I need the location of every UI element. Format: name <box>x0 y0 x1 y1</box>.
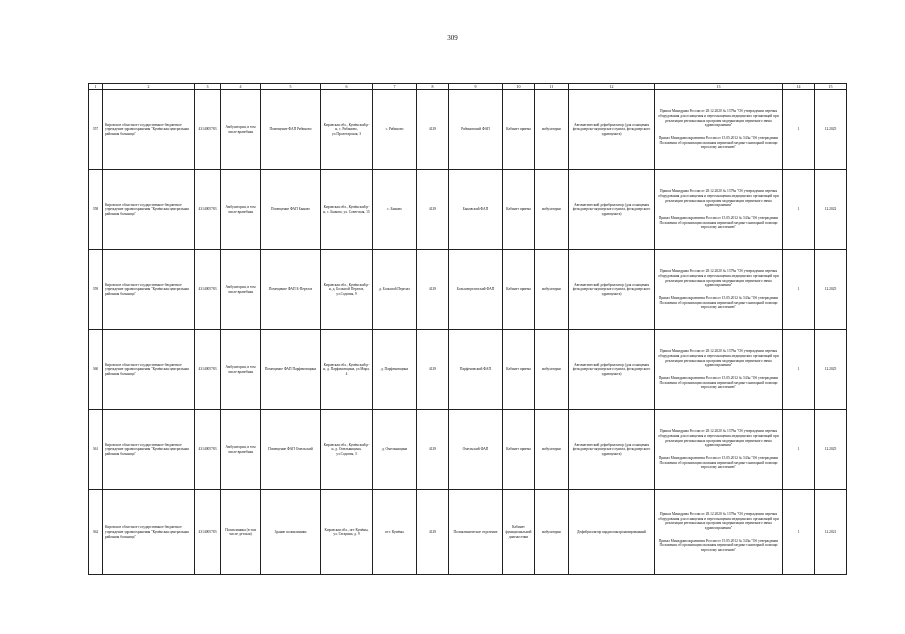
column-header: 14 <box>783 84 815 90</box>
care-form: амбулаторно <box>535 90 569 170</box>
document-order-1379n: Приказ Минздрава России от 28.12.2020 № 1379н "Об утверждении перечня оборудования для оснащения и переоснащения медицинских организаций при реализации региональных программ модернизации первичного звена здравоохранения" <box>658 429 779 448</box>
unit: Быковский ФАП <box>449 170 503 250</box>
row-number: 359 <box>89 250 103 330</box>
table-row <box>89 90 847 170</box>
document-order-1379n: Приказ Минздрава России от 28.12.2020 № 1379н "Об утверждении перечня оборудования для оснащения и переоснащения медицинских организаций при реализации региональных программ модернизации первичного звена здравоохранения" <box>658 269 779 288</box>
premise: Помещение ФАП Быково <box>261 170 321 250</box>
premise: Помещение ФАП Рябиново <box>261 90 321 170</box>
organization-name: Кировское областное государственное бюджетное учреждение здравоохранения "Кумёнская центральная районная больница" <box>103 330 195 410</box>
column-header: 10 <box>503 84 535 90</box>
unit: Омельский ФАП <box>449 410 503 490</box>
locality: с. Рябиново <box>373 90 417 170</box>
room: Кабинет приема <box>503 410 535 490</box>
quantity: 1 <box>783 330 815 410</box>
document-order-1379n: Приказ Минздрава России от 28.12.2020 № 1379н "Об утверждении перечня оборудования для оснащения и переоснащения медицинских организаций при реализации региональных программ модернизации первичного звена здравоохранения" <box>658 189 779 208</box>
table-row <box>89 170 847 250</box>
equipment: Автоматический дефибриллятор (для оснащения фельдшерско-акушерского пункта, фельдшерского здравпункта) <box>569 170 655 250</box>
column-header: 4 <box>221 84 261 90</box>
unit: Рябиновский ФАП <box>449 90 503 170</box>
due-date: 12.2021 <box>815 490 847 575</box>
room: Кабинет приема <box>503 170 535 250</box>
inn: 4314005783 <box>195 170 221 250</box>
facility-type: Поликлиника (в том числе детская) <box>221 490 261 575</box>
column-header: 12 <box>569 84 655 90</box>
document-order-543n: Приказ Минздравсоцразвития России от 15.05.2012 № 543н "Об утверждении Положения об организации оказания первичной медико-санитарной помощи взрослому населению" <box>658 456 779 470</box>
room: Кабинет функциональной диагностики <box>503 490 535 575</box>
page-number: 309 <box>447 34 458 42</box>
premise: Помещение ФАП Омельский <box>261 410 321 490</box>
room: Кабинет приема <box>503 330 535 410</box>
quantity: 1 <box>783 90 815 170</box>
code: 4129 <box>417 170 449 250</box>
column-header: 15 <box>815 84 847 90</box>
inn: 4314005783 <box>195 490 221 575</box>
unit: Большепрелазский ФАП <box>449 250 503 330</box>
code: 4129 <box>417 90 449 170</box>
address: Кировская обл., Кумёнский р-н, д. Омельянщина, ул.Садовая, 3 <box>321 410 373 490</box>
locality: пгт. Кумёны <box>373 490 417 575</box>
equipment: Автоматический дефибриллятор (для оснащения фельдшерско-акушерского пункта, фельдшерского здравпункта) <box>569 330 655 410</box>
address: Кировская обл., Кумёнский р-н, д. Большой Перелаз, ул.Садовая, 9 <box>321 250 373 330</box>
row-number: 358 <box>89 170 103 250</box>
equipment-register-table <box>88 83 847 575</box>
table-row <box>89 490 847 575</box>
column-header: 9 <box>449 84 503 90</box>
regulatory-documents <box>655 250 783 330</box>
column-header: 7 <box>373 84 417 90</box>
regulatory-documents <box>655 410 783 490</box>
care-form: амбулаторно <box>535 170 569 250</box>
equipment: Автоматический дефибриллятор (для оснащения фельдшерско-акушерского пункта, фельдшерского здравпункта) <box>569 250 655 330</box>
row-number: 360 <box>89 330 103 410</box>
equipment: Дефибриллятор кардиосинхронизированный <box>569 490 655 575</box>
column-header: 1 <box>89 84 103 90</box>
column-header: 13 <box>655 84 783 90</box>
quantity: 1 <box>783 410 815 490</box>
code: 4129 <box>417 410 449 490</box>
quantity: 1 <box>783 490 815 575</box>
address: Кировская обл., пгт Кумёны, ул. Гагарина, д. 9 <box>321 490 373 575</box>
address: Кировская обл., Кумёнский р-н, с. Быково, ул. Советская, 15 <box>321 170 373 250</box>
document-order-543n: Приказ Минздравсоцразвития России от 15.05.2012 № 543н "Об утверждении Положения об организации оказания первичной медико-санитарной помощи взрослому населению" <box>658 538 779 552</box>
inn: 4314005783 <box>195 250 221 330</box>
inn: 4314005783 <box>195 90 221 170</box>
premise: Здание поликлиники <box>261 490 321 575</box>
document-order-1379n: Приказ Минздрава России от 28.12.2020 № 1379н "Об утверждении перечня оборудования для оснащения и переоснащения медицинских организаций при реализации региональных программ модернизации первичного звена здравоохранения" <box>658 109 779 128</box>
table-row <box>89 410 847 490</box>
organization-name: Кировское областное государственное бюджетное учреждение здравоохранения "Кумёнская центральная районная больница" <box>103 490 195 575</box>
due-date: 12.2022 <box>815 170 847 250</box>
due-date: 12.2025 <box>815 330 847 410</box>
column-header: 5 <box>261 84 321 90</box>
care-form: амбулаторно <box>535 410 569 490</box>
locality: д. Большой Перелаз <box>373 250 417 330</box>
due-date: 12.2025 <box>815 90 847 170</box>
quantity: 1 <box>783 170 815 250</box>
room: Кабинет приема <box>503 250 535 330</box>
row-number: 361 <box>89 410 103 490</box>
code: 4129 <box>417 250 449 330</box>
row-number: 362 <box>89 490 103 575</box>
column-header: 11 <box>535 84 569 90</box>
column-header: 8 <box>417 84 449 90</box>
organization-name: Кировское областное государственное бюджетное учреждение здравоохранения "Кумёнская центральная районная больница" <box>103 170 195 250</box>
inn: 4314005783 <box>195 410 221 490</box>
equipment: Автоматический дефибриллятор (для оснащения фельдшерско-акушерского пункта, фельдшерского здравпункта) <box>569 90 655 170</box>
due-date: 12.2025 <box>815 250 847 330</box>
document-order-543n: Приказ Минздравсоцразвития России от 15.05.2012 № 543н "Об утверждении Положения об организации оказания первичной медико-санитарной помощи взрослому населению" <box>658 296 779 310</box>
locality: д. Омельянщина <box>373 410 417 490</box>
regulatory-documents <box>655 170 783 250</box>
document-order-543n: Приказ Минздравсоцразвития России от 15.05.2012 № 543н "Об утверждении Положения об организации оказания первичной медико-санитарной помощи взрослому населению" <box>658 136 779 150</box>
locality: с. Быково <box>373 170 417 250</box>
code: 4129 <box>417 490 449 575</box>
inn: 4314005783 <box>195 330 221 410</box>
organization-name: Кировское областное государственное бюджетное учреждение здравоохранения "Кумёнская центральная районная больница" <box>103 90 195 170</box>
care-form: амбулаторно <box>535 490 569 575</box>
code: 4129 <box>417 330 449 410</box>
organization-name: Кировское областное государственное бюджетное учреждение здравоохранения "Кумёнская центральная районная больница" <box>103 410 195 490</box>
care-form: амбулаторно <box>535 250 569 330</box>
locality: д. Парфеновщина <box>373 330 417 410</box>
care-form: амбулаторно <box>535 330 569 410</box>
regulatory-documents <box>655 490 783 575</box>
facility-type: Амбулатория, в том числе врачебная <box>221 170 261 250</box>
room: Кабинет приема <box>503 90 535 170</box>
organization-name: Кировское областное государственное бюджетное учреждение здравоохранения "Кумёнская центральная районная больница" <box>103 250 195 330</box>
column-header: 6 <box>321 84 373 90</box>
address: Кировская обл., Кумёнский р-н, д. Парфеновщина, ул.Мира, 4 <box>321 330 373 410</box>
equipment: Автоматический дефибриллятор (для оснащения фельдшерско-акушерского пункта, фельдшерского здравпункта) <box>569 410 655 490</box>
column-header: 2 <box>103 84 195 90</box>
table-row <box>89 330 847 410</box>
regulatory-documents <box>655 330 783 410</box>
due-date: 12.2025 <box>815 410 847 490</box>
facility-type: Амбулатория, в том числе врачебная <box>221 410 261 490</box>
address: Кировская обл., Кумёнский р-н, с. Рябиново, ул.Пролетарская, 3 <box>321 90 373 170</box>
table-row <box>89 250 847 330</box>
facility-type: Амбулатория, в том числе врачебная <box>221 90 261 170</box>
premise: Помещение ФАП Б-Перелаз <box>261 250 321 330</box>
quantity: 1 <box>783 250 815 330</box>
facility-type: Амбулатория, в том числе врачебная <box>221 330 261 410</box>
document-order-1379n: Приказ Минздрава России от 28.12.2020 № 1379н "Об утверждении перечня оборудования для оснащения и переоснащения медицинских организаций при реализации региональных программ модернизации первичного звена здравоохранения" <box>658 349 779 368</box>
document-order-1379n: Приказ Минздрава России от 28.12.2020 № 1379н "Об утверждении перечня оборудования для оснащения и переоснащения медицинских организаций при реализации региональных программ модернизации первичного звена здравоохранения" <box>658 511 779 530</box>
unit: Парфеновский ФАП <box>449 330 503 410</box>
facility-type: Амбулатория, в том числе врачебная <box>221 250 261 330</box>
regulatory-documents <box>655 90 783 170</box>
unit: Поликлиническое отделение <box>449 490 503 575</box>
column-header: 3 <box>195 84 221 90</box>
row-number: 357 <box>89 90 103 170</box>
document-order-543n: Приказ Минздравсоцразвития России от 15.05.2012 № 543н "Об утверждении Положения об организации оказания первичной медико-санитарной помощи взрослому населению" <box>658 216 779 230</box>
premise: Помещение ФАП Парфеновщина <box>261 330 321 410</box>
document-order-543n: Приказ Минздравсоцразвития России от 15.05.2012 № 543н "Об утверждении Положения об организации оказания первичной медико-санитарной помощи взрослому населению" <box>658 376 779 390</box>
